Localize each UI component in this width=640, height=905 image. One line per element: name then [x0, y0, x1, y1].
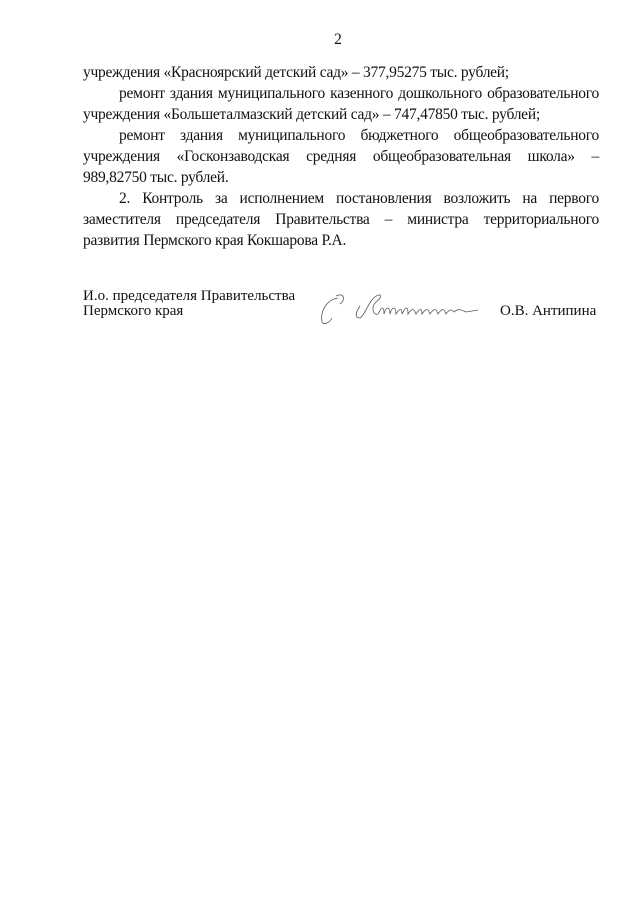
- text-line: развития Пермского края Кокшарова Р.А.: [83, 232, 347, 249]
- signatory-position: [83, 289, 295, 319]
- text-line: заместителя председателя Правительства – министра территориального: [83, 211, 599, 228]
- handwritten-signature: [316, 290, 498, 326]
- text-line: 2. Контроль за исполнением постановления возложить на первого: [119, 190, 599, 207]
- position-line: Пермского края: [83, 303, 184, 319]
- text-line: учреждения «Госконзаводская средняя общеобразовательная школа» –: [83, 148, 599, 165]
- document-body: [83, 62, 599, 251]
- position-line: И.о. председателя Правительства: [83, 288, 296, 304]
- text-line: ремонт здания муниципального казенного дошкольного образовательного: [119, 85, 599, 102]
- text-line: учреждения «Большеталмазский детский сад» – 747,47850 тыс. рублей;: [83, 106, 540, 123]
- text-line: 989,82750 тыс. рублей.: [83, 169, 229, 186]
- page-number: 2: [334, 31, 342, 48]
- text-line: ремонт здания муниципального бюджетного общеобразовательного: [119, 127, 599, 144]
- signatory-name: О.В. Антипина: [500, 303, 597, 319]
- text-line: учреждения «Красноярский детский сад» – 377,95275 тыс. рублей;: [83, 64, 509, 81]
